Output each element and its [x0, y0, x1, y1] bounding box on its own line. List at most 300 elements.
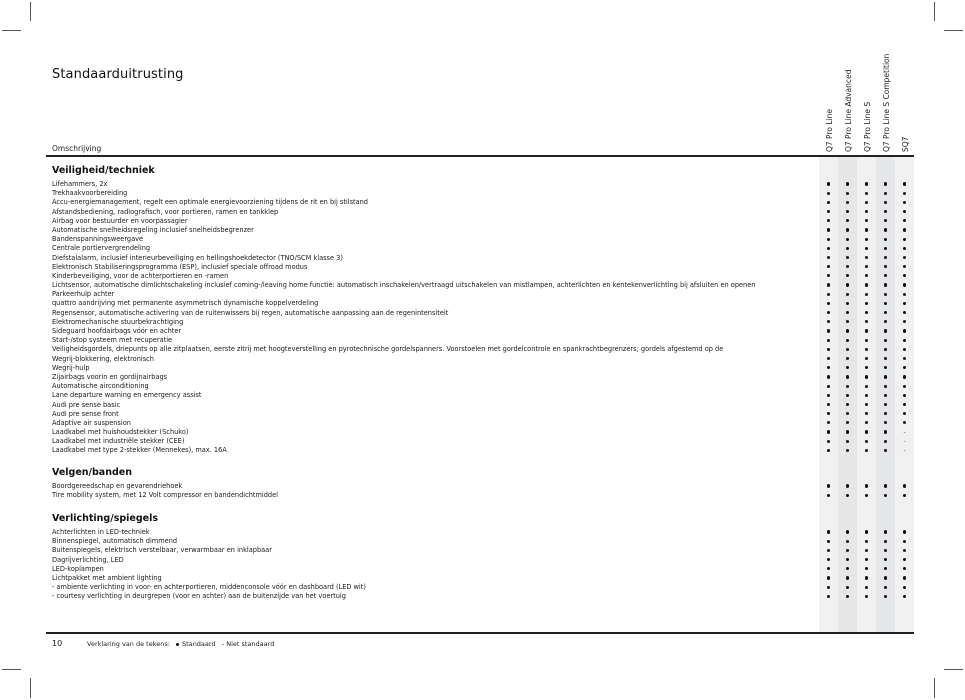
table-row [52, 281, 932, 290]
standard-dot-icon [857, 491, 876, 500]
section [52, 466, 932, 500]
dot-icon [846, 549, 849, 552]
dot-icon [884, 192, 887, 195]
standard-dot-icon [819, 583, 838, 592]
dot-icon [865, 247, 868, 250]
standard-dot-icon [895, 482, 914, 491]
standard-dot-icon [895, 290, 914, 299]
row-label: Lichtpakket met ambient lighting [52, 573, 162, 582]
dot-icon [884, 329, 887, 332]
dot-icon [827, 311, 830, 314]
dot-icon [865, 440, 868, 443]
standard-dot-icon [819, 428, 838, 437]
standard-dot-icon [895, 391, 914, 400]
not-standard-mark [895, 428, 914, 437]
standard-dot-icon [819, 235, 838, 244]
dot-icon [827, 210, 830, 213]
section-title: Verlichting/spiegels [52, 513, 159, 524]
dot-icon [865, 357, 868, 360]
dot-icon [846, 320, 849, 323]
standard-dot-icon [876, 410, 895, 419]
standard-dot-icon [857, 556, 876, 565]
dot-icon [827, 595, 830, 598]
table-row [52, 263, 932, 272]
standard-dot-icon [819, 364, 838, 373]
column-header [838, 60, 857, 152]
row-label: Achterlichten in LED-techniek [52, 528, 150, 536]
standard-dot-icon [838, 235, 857, 244]
table-row [52, 336, 932, 345]
dot-icon [884, 274, 887, 277]
table-row [52, 309, 932, 318]
column-header-label: SQ7 [901, 136, 910, 152]
standard-dot-icon [895, 592, 914, 601]
legend-dash-symbol: - [221, 640, 225, 648]
row-label: Wegrij-hulp [52, 363, 90, 372]
dot-icon [827, 247, 830, 250]
standard-dot-icon [857, 180, 876, 189]
standard-dot-icon [895, 299, 914, 308]
dot-icon [827, 530, 830, 533]
row-label: LED-koplampen [52, 564, 104, 573]
standard-dot-icon [895, 235, 914, 244]
table-row [52, 272, 932, 281]
table-row [52, 364, 932, 373]
standard-dot-icon [876, 401, 895, 410]
standard-dot-icon [876, 281, 895, 290]
dot-icon [884, 421, 887, 424]
dot-icon [865, 567, 868, 570]
dot-icon [846, 440, 849, 443]
page-number: 10 [52, 639, 63, 648]
column-header [819, 60, 838, 152]
dot-icon [884, 540, 887, 543]
dot-icon [865, 558, 868, 561]
dot-icon [903, 283, 906, 286]
dot-icon [884, 293, 887, 296]
dot-icon [846, 265, 849, 268]
table-row [52, 446, 932, 455]
standard-dot-icon [819, 208, 838, 217]
dot-icon [903, 247, 906, 250]
dot-icon [884, 256, 887, 259]
dot-icon [903, 201, 906, 204]
dot-icon [865, 320, 868, 323]
standard-dot-icon [838, 482, 857, 491]
standard-dot-icon [857, 263, 876, 272]
dot-icon [827, 558, 830, 561]
dot-icon [827, 449, 830, 452]
crop-mark [2, 30, 21, 31]
standard-dot-icon [895, 345, 914, 354]
dot-icon [846, 366, 849, 369]
dot-icon [903, 210, 906, 213]
dot-icon [827, 219, 830, 222]
standard-dot-icon [857, 345, 876, 354]
standard-dot-icon [895, 180, 914, 189]
dot-icon [846, 293, 849, 296]
dot-icon [827, 540, 830, 543]
dot-icon [865, 192, 868, 195]
standard-dot-icon [876, 263, 895, 272]
standard-dot-icon [857, 391, 876, 400]
dot-icon [865, 283, 868, 286]
dot-icon [884, 375, 887, 378]
dot-icon [846, 430, 849, 433]
dot-icon [903, 394, 906, 397]
standard-dot-icon [838, 345, 857, 354]
standard-dot-icon [876, 446, 895, 455]
dot-icon [827, 348, 830, 351]
table-row [52, 428, 932, 437]
standard-dot-icon [857, 254, 876, 263]
standard-dot-icon [819, 491, 838, 500]
standard-dot-icon [895, 537, 914, 546]
dot-icon [865, 182, 868, 185]
standard-dot-icon [838, 327, 857, 336]
standard-dot-icon [857, 208, 876, 217]
dot-icon [903, 484, 906, 487]
dot-icon [884, 385, 887, 388]
row-label: Audi pre sense front [52, 409, 119, 418]
standard-dot-icon [876, 180, 895, 189]
row-label: - ambiente verlichting in voor- en achterportieren, middenconsole vóór en dashboard (LED wit) [52, 583, 366, 592]
dot-icon [846, 576, 849, 579]
dot-icon [865, 494, 868, 497]
dot-icon [884, 366, 887, 369]
table-row [52, 556, 932, 565]
standard-dot-icon [876, 198, 895, 207]
standard-dot-icon [857, 198, 876, 207]
standard-dot-icon [895, 217, 914, 226]
standard-dot-icon [876, 309, 895, 318]
standard-dot-icon [838, 318, 857, 327]
row-label: Trekhaakvoorbereiding [52, 189, 128, 198]
dot-icon [827, 192, 830, 195]
standard-dot-icon [838, 574, 857, 583]
standard-dot-icon [895, 198, 914, 207]
standard-dot-icon [876, 318, 895, 327]
standard-dot-icon [895, 254, 914, 263]
standard-dot-icon [876, 355, 895, 364]
dot-icon [827, 329, 830, 332]
standard-dot-icon [857, 583, 876, 592]
standard-dot-icon [819, 180, 838, 189]
column-header-label: Q7 Pro Line [825, 109, 834, 152]
dot-icon [846, 403, 849, 406]
standard-dot-icon [819, 318, 838, 327]
dot-icon [903, 329, 906, 332]
standard-dot-icon [819, 327, 838, 336]
standard-dot-icon [857, 327, 876, 336]
standard-dot-icon [838, 556, 857, 565]
section-title: Velgen/banden [52, 467, 132, 478]
dot-icon [884, 394, 887, 397]
dot-icon [846, 595, 849, 598]
table-row [52, 327, 932, 336]
standard-dot-icon [876, 345, 895, 354]
dot-icon [827, 228, 830, 231]
dot-icon [846, 302, 849, 305]
standard-dot-icon [819, 419, 838, 428]
standard-dot-icon [819, 198, 838, 207]
standard-dot-icon [819, 528, 838, 537]
row-label: Start-/stop systeem met recuperatie [52, 336, 173, 345]
row-label: Automatische airconditioning [52, 382, 149, 391]
dot-icon [827, 357, 830, 360]
dot-icon [846, 412, 849, 415]
standard-dot-icon [819, 592, 838, 601]
standard-dot-icon [895, 281, 914, 290]
dot-icon [903, 219, 906, 222]
standard-dot-icon [876, 528, 895, 537]
standard-dot-icon [857, 235, 876, 244]
dot-icon [865, 265, 868, 268]
dot-icon [884, 530, 887, 533]
section [52, 512, 932, 602]
dot-icon [846, 348, 849, 351]
standard-dot-icon [895, 491, 914, 500]
standard-dot-icon [819, 373, 838, 382]
standard-dot-icon [857, 318, 876, 327]
table-row [52, 355, 932, 364]
dot-icon [846, 274, 849, 277]
standard-dot-icon [876, 565, 895, 574]
dot-icon [884, 440, 887, 443]
standard-dot-icon [895, 309, 914, 318]
standard-dot-icon [857, 217, 876, 226]
table-row [52, 373, 932, 382]
row-label: Binnenspiegel, automatisch dimmend [52, 537, 178, 546]
row-label: Airbag voor bestuurder en voorpassagier [52, 216, 188, 225]
row-label: Diefstalalarm, inclusief interieurbeveiliging en hellingshoekdetector (TNO/SCM klasse 3) [52, 253, 343, 262]
dot-icon [865, 366, 868, 369]
standard-dot-icon [819, 226, 838, 235]
column-header-label: Q7 Pro Line S Competition [882, 53, 891, 152]
description-column-header: Omschrijving [52, 144, 102, 153]
table-row [52, 574, 932, 583]
standard-dot-icon [895, 364, 914, 373]
standard-dot-icon [895, 583, 914, 592]
dot-icon [865, 238, 868, 241]
standard-dot-icon [819, 299, 838, 308]
standard-dot-icon [876, 537, 895, 546]
dot-icon [846, 484, 849, 487]
dot-icon [903, 228, 906, 231]
dot-icon [884, 595, 887, 598]
standard-dot-icon [876, 364, 895, 373]
standard-dot-icon [895, 327, 914, 336]
dot-icon [884, 302, 887, 305]
dot-icon [865, 576, 868, 579]
standard-dot-icon [895, 528, 914, 537]
dot-icon [846, 219, 849, 222]
section-title: Veiligheid/techniek [52, 165, 155, 176]
dot-icon [846, 449, 849, 452]
table-row [52, 583, 932, 592]
dot-icon [903, 421, 906, 424]
standard-dot-icon [819, 401, 838, 410]
row-label: Parkeerhulp achter [52, 290, 115, 299]
table-row [52, 546, 932, 555]
standard-dot-icon [838, 198, 857, 207]
dot-icon [827, 238, 830, 241]
standard-dot-icon [895, 272, 914, 281]
standard-dot-icon [838, 189, 857, 198]
standard-dot-icon [838, 263, 857, 272]
row-label: Kinderbeveiliging, voor de achterportieren en -ramen [52, 271, 229, 280]
dot-icon [865, 549, 868, 552]
standard-dot-icon [857, 382, 876, 391]
standard-dot-icon [819, 546, 838, 555]
standard-dot-icon [838, 546, 857, 555]
standard-dot-icon [819, 336, 838, 345]
row-label: Lifehammers, 2x [52, 180, 108, 188]
dot-icon [827, 201, 830, 204]
crop-mark [30, 678, 31, 698]
standard-dot-icon [876, 235, 895, 244]
dot-icon [884, 403, 887, 406]
dot-icon [846, 494, 849, 497]
standard-dot-icon [857, 446, 876, 455]
table-row [52, 410, 932, 419]
dot-icon [884, 228, 887, 231]
dot-icon [846, 530, 849, 533]
standard-dot-icon [876, 546, 895, 555]
standard-dot-icon [838, 565, 857, 574]
standard-dot-icon [838, 401, 857, 410]
dot-icon [865, 530, 868, 533]
dot-icon [884, 449, 887, 452]
standard-dot-icon [819, 574, 838, 583]
dot-icon [884, 567, 887, 570]
dot-icon [903, 293, 906, 296]
dot-icon [827, 567, 830, 570]
standard-dot-icon [895, 382, 914, 391]
standard-dot-icon [819, 272, 838, 281]
standard-dot-icon [876, 208, 895, 217]
dot-icon [827, 265, 830, 268]
dot-icon [846, 558, 849, 561]
standard-dot-icon [819, 309, 838, 318]
dot-icon [884, 283, 887, 286]
standard-dot-icon [895, 355, 914, 364]
standard-dot-icon [876, 226, 895, 235]
standard-dot-icon [838, 446, 857, 455]
standard-dot-icon [895, 556, 914, 565]
standard-dot-icon [838, 290, 857, 299]
dot-icon [865, 210, 868, 213]
row-label: Veiligheidsgordels, driepunts op alle zitplaatsen, eerste zitrij met hoogteverstelling en pyrotechnische gordelspanners. Voorstoelen met gordelcontrole en spankrachtbegrenzers; gordels afgestemd op de [52, 345, 724, 354]
table-row [52, 189, 932, 198]
dot-icon [865, 394, 868, 397]
standard-dot-icon [838, 537, 857, 546]
row-label: Laadkabel met huishoudstekker (Schuko) [52, 428, 189, 437]
standard-dot-icon [857, 537, 876, 546]
table-row [52, 244, 932, 253]
dot-icon [903, 339, 906, 342]
standard-dot-icon [838, 254, 857, 263]
standard-dot-icon [838, 336, 857, 345]
row-label: Dagrijverlichting, LED [52, 555, 124, 564]
standard-dot-icon [876, 419, 895, 428]
standard-dot-icon [895, 189, 914, 198]
dot-icon [903, 311, 906, 314]
standard-dot-icon [838, 309, 857, 318]
table-row [52, 537, 932, 546]
standard-dot-icon [857, 309, 876, 318]
standard-dot-icon [819, 254, 838, 263]
dot-icon [903, 320, 906, 323]
dot-icon [865, 311, 868, 314]
dot-icon [884, 430, 887, 433]
standard-dot-icon [819, 263, 838, 272]
standard-dot-icon [857, 428, 876, 437]
dot-icon [846, 256, 849, 259]
standard-dot-icon [819, 537, 838, 546]
standard-dot-icon [838, 528, 857, 537]
standard-dot-icon [857, 226, 876, 235]
table-row [52, 491, 932, 500]
standard-dot-icon [838, 419, 857, 428]
dot-icon [846, 247, 849, 250]
standard-dot-icon [819, 437, 838, 446]
standard-dot-icon [838, 437, 857, 446]
standard-dot-icon [857, 401, 876, 410]
dot-icon [865, 329, 868, 332]
dot-icon [865, 412, 868, 415]
dot-icon [865, 430, 868, 433]
dot-icon [903, 549, 906, 552]
dot-icon [827, 494, 830, 497]
dot-icon [827, 182, 830, 185]
row-label: Boordgereedschap en gevarendriehoek [52, 482, 183, 490]
standard-dot-icon [838, 226, 857, 235]
standard-dot-icon [876, 556, 895, 565]
dot-icon [827, 339, 830, 342]
dot-icon [827, 394, 830, 397]
standard-dot-icon [819, 446, 838, 455]
column-header [895, 60, 914, 152]
crop-mark [2, 669, 21, 670]
standard-dot-icon [838, 382, 857, 391]
dot-icon [865, 595, 868, 598]
dot-icon [903, 403, 906, 406]
standard-dot-icon [895, 401, 914, 410]
row-label: Elektronisch Stabiliseringsprogramma (ESP), inclusief speciale offroad modus [52, 262, 308, 271]
dot-icon [865, 219, 868, 222]
dot-icon [884, 320, 887, 323]
table-row [52, 565, 932, 574]
table-row [52, 254, 932, 263]
standard-dot-icon [895, 574, 914, 583]
standard-dot-icon [876, 244, 895, 253]
standard-dot-icon [176, 643, 179, 646]
standard-dot-icon [876, 327, 895, 336]
dot-icon [827, 366, 830, 369]
standard-dot-icon [857, 364, 876, 373]
table-row [52, 401, 932, 410]
standard-dot-icon [838, 217, 857, 226]
standard-dot-icon [838, 364, 857, 373]
not-standard-mark [895, 446, 914, 455]
dot-icon [865, 403, 868, 406]
standard-dot-icon [876, 583, 895, 592]
standard-dot-icon [857, 528, 876, 537]
dot-icon [827, 576, 830, 579]
standard-dot-icon [895, 546, 914, 555]
standard-dot-icon [857, 565, 876, 574]
